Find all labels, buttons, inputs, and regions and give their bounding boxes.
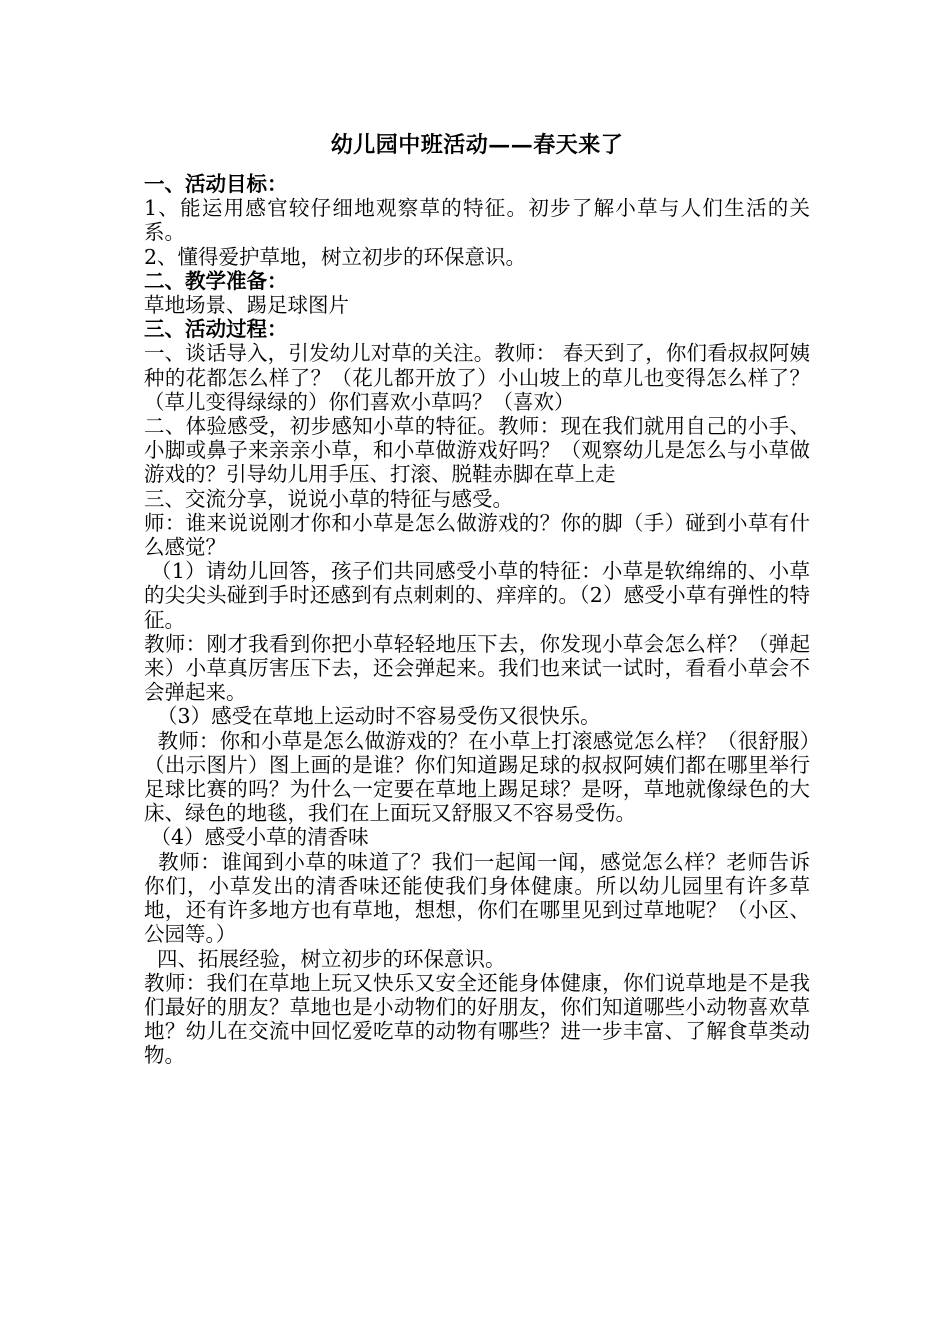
process-step-1: 一、谈话导入，引发幼儿对草的关注。教师： 春天到了，你们看叔叔阿姨种的花都怎么样了？（花儿都开放了）小山坡上的草儿也变得怎么样了？（草儿变得绿绿的）你们喜欢小草吗？（喜欢） <box>144 341 810 414</box>
teacher-smell: 教师：谁闻到小草的味道了？我们一起闻一闻，感觉怎么样？老师告诉你们，小草发出的清香味还能使我们身体健康。所以幼儿园里有许多草地，还有许多地方也有草地，想想，你们在哪里见到过草地呢？（小区、公园等。） <box>144 849 810 947</box>
process-step-4: 四、拓展经验，树立初步的环保意识。 <box>144 946 506 971</box>
heading-goals: 一、活动目标： <box>144 172 288 196</box>
preparation-text: 草地场景、踢足球图片 <box>144 293 349 318</box>
goal-1: 1、能运用感官较仔细地观察草的特征。初步了解小草与人们生活的关系。 <box>144 196 810 245</box>
sub-step-3: （3）感受在草地上运动时不容易受伤又很快乐。 <box>144 704 601 729</box>
goal-2: 2、懂得爱护草地，树立初步的环保意识。 <box>144 244 527 269</box>
process-step-2: 二、体验感受，初步感知小草的特征。教师：现在我们就用自己的小手、小脚或鼻子来亲亲小草，和小草做游戏好吗？（观察幼儿是怎么与小草做游戏的？引导幼儿用手压、打滚、脱鞋赤脚在草上走 <box>144 414 810 487</box>
sub-step-1: （1）请幼儿回答，孩子们共同感受小草的特征：小草是软绵绵的、小草的尖尖头碰到手时还感到有点刺刺的、痒痒的。（2）感受小草有弹性的特征。 <box>144 559 810 632</box>
teacher-question: 师：谁来说说刚才你和小草是怎么做游戏的？你的脚（手）碰到小草有什么感觉？ <box>144 510 810 560</box>
document-page <box>144 130 810 1068</box>
teacher-elastic: 教师：刚才我看到你把小草轻轻地压下去，你发现小草会怎么样？（弹起来）小草真厉害压下去，还会弹起来。我们也来试一试时，看看小草会不会弹起来。 <box>144 631 810 705</box>
teacher-conclusion: 教师：我们在草地上玩又快乐又安全还能身体健康，你们说草地是不是我们最好的朋友？草地也是小动物们的好朋友，你们知道哪些小动物喜欢草地？幼儿在交流中回忆爱吃草的动物有哪些？进一步丰富、了解食草类动物。 <box>144 970 810 1068</box>
sub-step-4: （4）感受小草的清香味 <box>144 825 369 850</box>
heading-process: 三、活动过程： <box>144 317 288 342</box>
heading-preparation: 二、教学准备： <box>144 268 288 293</box>
document-title: 幼儿园中班活动——春天来了 <box>330 132 624 158</box>
teacher-play: 教师：你和小草是怎么做游戏的？在小草上打滚感觉怎么样？（很舒服）（出示图片）图上画的是谁？你们知道踢足球的叔叔阿姨们都在哪里举行足球比赛的吗？为什么一定要在草地上踢足球？是呀，草地就像绿色的大床、绿色的地毯，我们在上面玩又舒服又不容易受伤。 <box>144 728 810 826</box>
process-step-3: 三、交流分享，说说小草的特征与感受。 <box>144 486 513 511</box>
